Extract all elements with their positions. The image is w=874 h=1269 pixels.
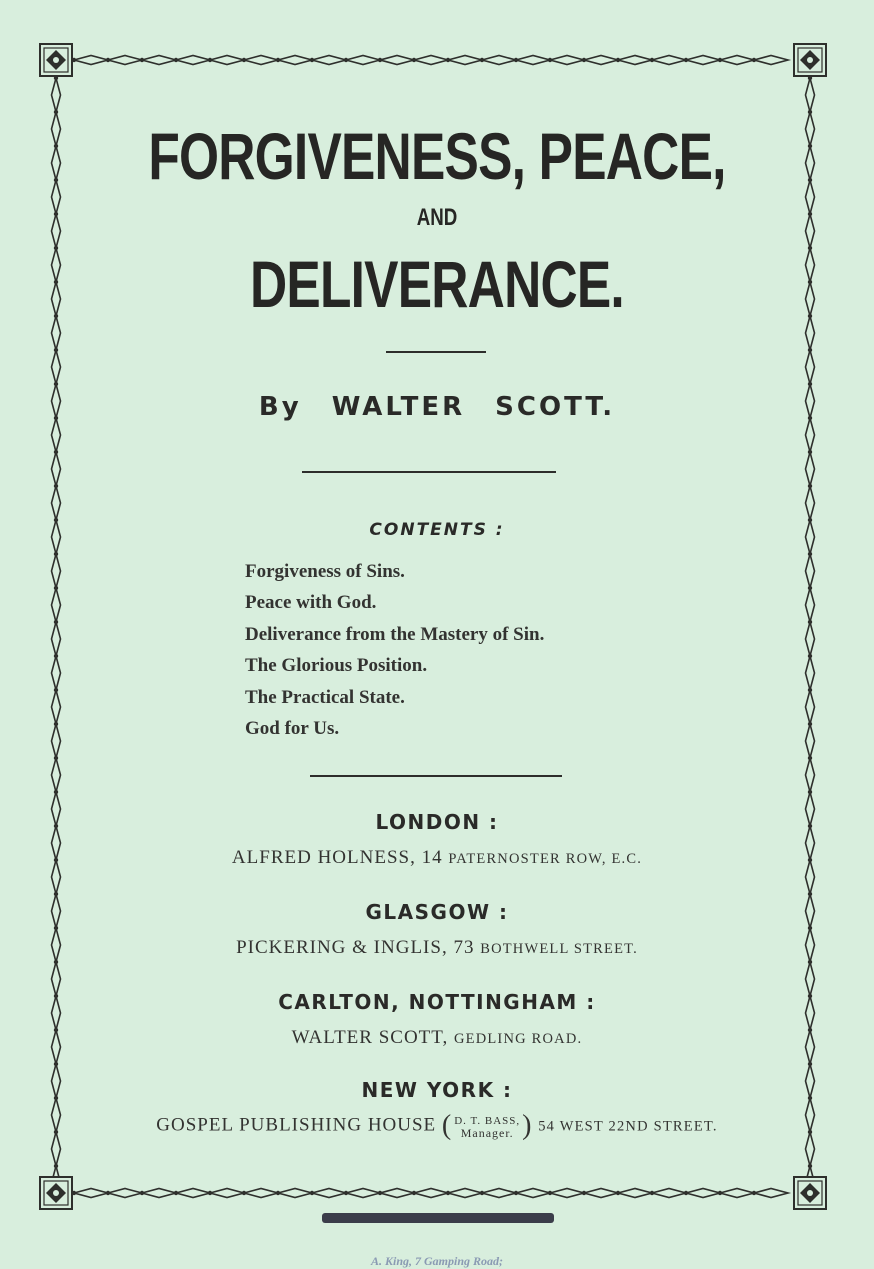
publisher-street: PATERNOSTER ROW, E.C.: [448, 851, 643, 867]
publisher-address-newyork: GOSPEL PUBLISHING HOUSE ( D. T. BASS, Manager. ) 54 WEST 22ND STREET.: [156, 1110, 718, 1141]
publisher-street: BOTHWELL STREET.: [480, 941, 638, 957]
publisher-street: GEDLING ROAD.: [453, 1031, 583, 1047]
contents-heading: CONTENTS :: [369, 520, 505, 540]
publisher-city-carlton: CARLTON, NOTTINGHAM :: [278, 990, 596, 1014]
bottom-stamp: A. King, 7 Gamping Road;: [370, 1254, 504, 1268]
publisher-address-london: [0, 847, 874, 869]
author-name: WALTER SCOTT.: [331, 392, 616, 422]
publisher-address-glasgow: [0, 937, 874, 959]
title-line-2: AND: [416, 204, 458, 231]
list-item: God for Us.: [245, 718, 340, 740]
list-item: The Practical State.: [245, 686, 405, 708]
publisher-name: WALTER SCOTT,: [291, 1027, 449, 1048]
author-line: [0, 392, 874, 422]
publisher-name: ALFRED HOLNESS, 14: [231, 847, 443, 868]
publisher-name: PICKERING & INGLIS, 73: [236, 937, 475, 958]
list-item: Forgiveness of Sins.: [245, 561, 405, 582]
divider-short: [386, 351, 486, 353]
publisher-street: 54 WEST 22ND STREET.: [538, 1118, 718, 1135]
list-item: Peace with God.: [245, 592, 377, 614]
contents-list: [245, 556, 544, 744]
publisher-city-newyork: NEW YORK :: [361, 1078, 513, 1102]
author-by: By: [258, 392, 302, 422]
divider-2: [310, 775, 562, 777]
publisher-name: GOSPEL PUBLISHING HOUSE: [156, 1114, 437, 1136]
list-item: The Glorious Position.: [245, 655, 428, 677]
list-item: Deliverance from the Mastery of Sin.: [245, 623, 545, 645]
publisher-city-london: LONDON :: [375, 810, 499, 834]
title-line-3: DELIVERANCE.: [250, 247, 624, 321]
divider-1: [302, 471, 556, 473]
title-line-1: FORGIVENESS, PEACE,: [148, 119, 726, 193]
struck-out-stamp: [322, 1213, 554, 1223]
publisher-address-carlton: [0, 1027, 874, 1049]
publisher-city-glasgow: GLASGOW :: [365, 900, 509, 924]
manager-note: D. T. BASS, Manager.: [454, 1114, 521, 1140]
